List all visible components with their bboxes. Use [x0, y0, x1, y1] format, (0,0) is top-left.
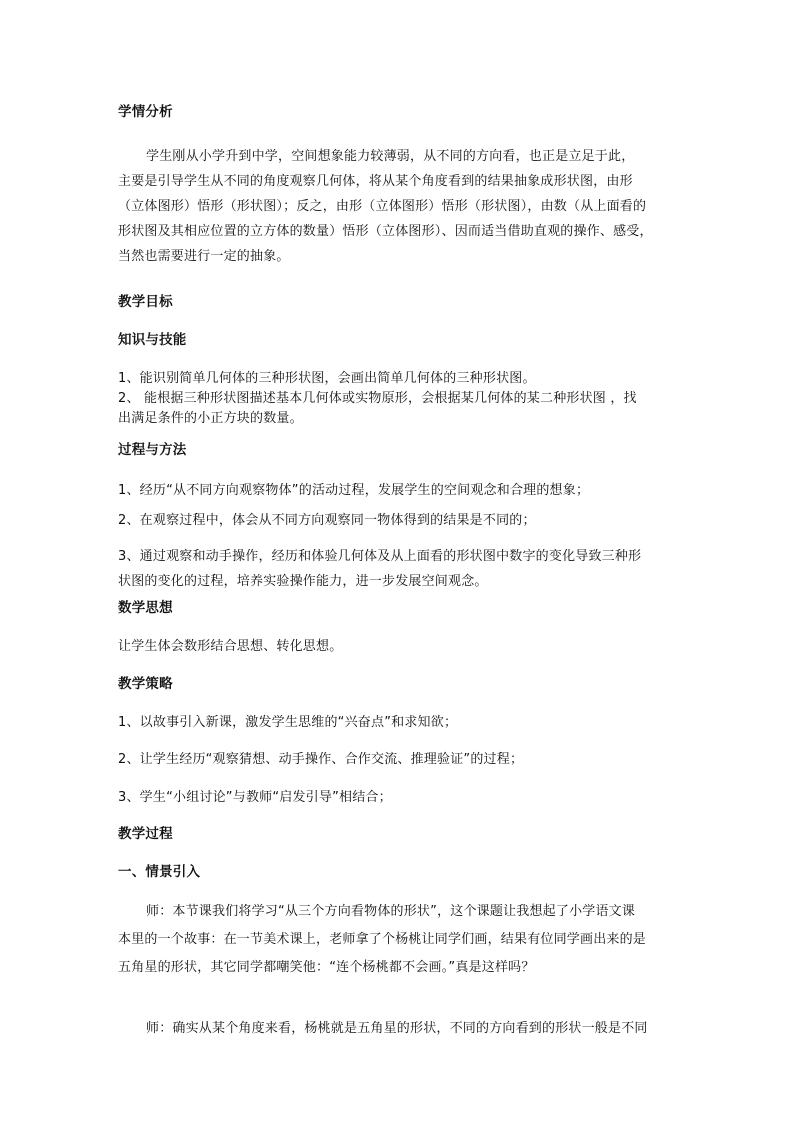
paragraph-line: 学生刚从小学升到中学，空间想象能力较薄弱，从不同的方向看，也正是立足于此，: [146, 149, 635, 164]
list-item-celue-3: 3、学生“小组讨论”与教师“启发引导”相结合；: [118, 790, 392, 805]
heading-zhishi: 知识与技能: [118, 332, 187, 348]
paragraph-line: 本里的一个故事：在一节美术课上，老师拿了个杨桃让同学们画，结果有位同学画出来的是: [118, 932, 647, 947]
paragraph-line: 主要是引导学生从不同的角度观察几何体，将从某个角度看到的结果抽象成形状图，由形: [118, 174, 633, 189]
paragraph-line: 3、通过观察和动手操作，经历和体验几何体及从上面看的形状图中数字的变化导致三种形: [118, 549, 642, 564]
list-item-zhishi-1: 1、能识别简单几何体的三种形状图，会画出简单几何体的三种形状图。: [118, 371, 536, 386]
heading-guocheng: 过程与方法: [118, 442, 187, 458]
paragraph-xueqing: [118, 144, 678, 269]
paragraph-line: （立体图形）悟形（形状图）；反之，由形（立体图形）悟形（形状图），由数（从上面看的: [118, 199, 647, 214]
list-item-guocheng-2: 2、在观察过程中，体会从不同方向观察同一物体得到的结果是不同的；: [118, 513, 536, 528]
paragraph-line: 当然也需要进行一定的抽象。: [118, 249, 290, 264]
list-item-celue-2: 2、让学生经历“观察猜想、动手操作、合作交流、推理验证”的过程；: [118, 752, 524, 767]
paragraph-line: 状图的变化的过程，培养实验操作能力，进一步发展空间观念。: [118, 574, 488, 589]
paragraph-line: 五角星的形状，其它同学都嘲笑他：“连个杨桃都不会画。”真是这样吗？: [118, 960, 535, 975]
heading-mubiao: 教学目标: [118, 294, 173, 310]
paragraph-line: 2、 能根据三种形状图描述基本几何体或实物原形，会根据某几何体的某二种形状图 ，找: [118, 391, 637, 406]
heading-jiaoxue: 教学过程: [118, 826, 173, 842]
paragraph-last: 师：确实从某个角度来看，杨桃就是五角星的形状，不同的方向看到的形状一般是不同: [146, 1021, 648, 1036]
paragraph-line: 师：本节课我们将学习“从三个方向看物体的形状”，这个课题让我想起了小学语文课: [146, 904, 636, 919]
list-item-guocheng-1: 1、经历“从不同方向观察物体”的活动过程，发展学生的空间观念和合理的想象；: [118, 483, 590, 498]
heading-xueqing: 学情分析: [118, 104, 173, 120]
heading-sixiang: 数学思想: [118, 600, 173, 616]
list-item-zhishi-2: [118, 389, 678, 429]
paragraph-story: [118, 898, 678, 982]
list-item-celue-1: 1、以故事引入新课，激发学生思维的“兴奋点”和求知欲；: [118, 715, 458, 730]
paragraph-line: 形状图及其相应位置的立方体的数量）悟形（立体图形）、因而适当借助直观的操作、感受，: [118, 224, 653, 239]
paragraph-sixiang: 让学生体会数形结合思想、转化思想。: [118, 639, 343, 654]
heading-celue: 教学策略: [118, 676, 173, 692]
heading-qingjing: 一、情景引入: [118, 864, 201, 880]
list-item-guocheng-3: [118, 544, 678, 594]
paragraph-line: 出满足条件的小正方块的数量。: [118, 411, 303, 426]
